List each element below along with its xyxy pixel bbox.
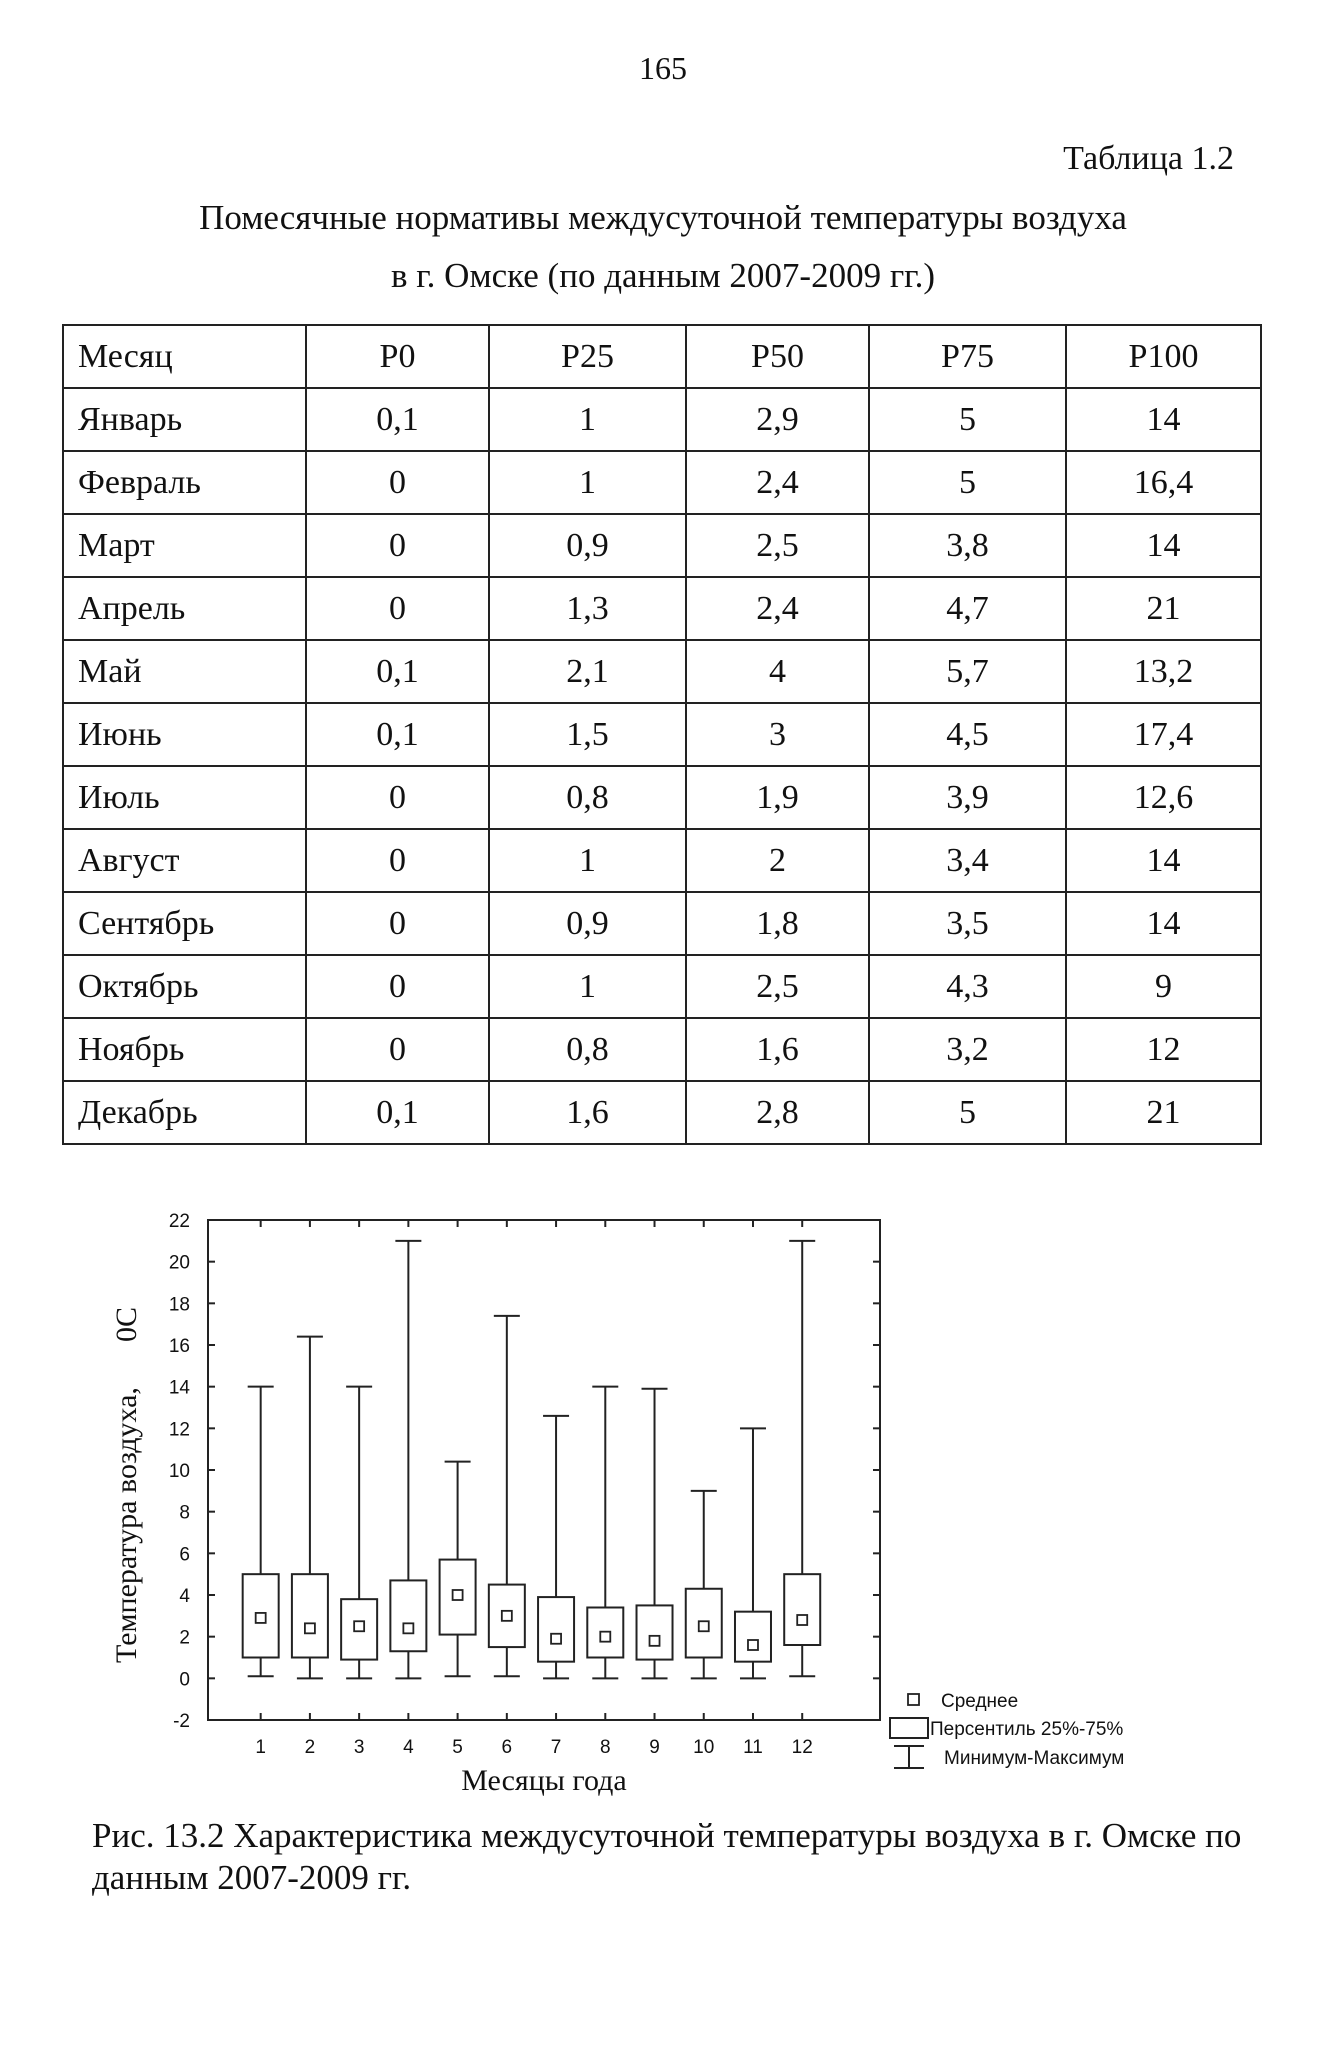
legend-box-label: Персентиль 25%-75% — [930, 1719, 1124, 1740]
table-cell-month: Октябрь — [63, 955, 306, 1018]
table-cell-month: Апрель — [63, 577, 306, 640]
table-subtitle: в г. Омске (по данным 2007-2009 гг.) — [391, 256, 935, 295]
table-cell-value: 1,6 — [489, 1081, 686, 1144]
x-tick-label: 2 — [304, 1737, 316, 1758]
median-marker — [551, 1634, 561, 1644]
table-cell-value: 0 — [306, 514, 489, 577]
table-cell-value: 14 — [1066, 514, 1261, 577]
table-cell-month: Февраль — [63, 451, 306, 514]
table-title: Помесячные нормативы междусуточной температуры воздуха — [199, 198, 1127, 237]
legend-median-label: Среднее — [941, 1691, 1019, 1712]
table-header-р0: Р0 — [306, 325, 489, 388]
table-row — [63, 1018, 1261, 1081]
y-tick-label: 14 — [168, 1377, 190, 1399]
table-cell-value: 0 — [306, 766, 489, 829]
table-cell-value: 1 — [489, 829, 686, 892]
table-cell-month: Июль — [63, 766, 306, 829]
table-cell-value: 4,3 — [869, 955, 1066, 1018]
table-header-row — [63, 325, 1261, 388]
median-marker — [305, 1623, 315, 1633]
box-iqr — [637, 1605, 673, 1659]
table-cell-value: 9 — [1066, 955, 1261, 1018]
legend-box-icon — [890, 1718, 928, 1738]
page-number: 165 — [639, 50, 687, 86]
x-axis-label: Месяцы года — [461, 1764, 627, 1797]
table-row — [63, 829, 1261, 892]
table-header-р25: Р25 — [489, 325, 686, 388]
box-iqr — [390, 1580, 426, 1651]
table-label: Таблица 1.2 — [1063, 140, 1234, 177]
median-marker — [600, 1632, 610, 1642]
table-cell-month: Ноябрь — [63, 1018, 306, 1081]
y-tick-label: 0 — [179, 1669, 190, 1691]
table-cell-value: 1 — [489, 451, 686, 514]
table-cell-value: 1,3 — [489, 577, 686, 640]
x-tick-label: 3 — [353, 1737, 365, 1758]
y-tick-label: 6 — [179, 1544, 190, 1566]
y-tick-label: -2 — [173, 1711, 190, 1732]
table-header-р100: Р100 — [1066, 325, 1261, 388]
table-cell-month: Май — [63, 640, 306, 703]
x-tick-label: 11 — [743, 1737, 763, 1758]
table-cell-value: 12 — [1066, 1018, 1261, 1081]
table-cell-value: 0,1 — [306, 1081, 489, 1144]
y-tick-label: 10 — [168, 1461, 190, 1482]
y-tick-label: 12 — [168, 1419, 190, 1441]
x-tick-label: 6 — [501, 1737, 513, 1758]
x-tick-label: 10 — [693, 1737, 715, 1758]
table-cell-value: 3,2 — [869, 1018, 1066, 1081]
y-axis-unit: 0C — [110, 1306, 143, 1342]
legend-whisker-label: Минимум-Максимум — [944, 1748, 1125, 1769]
table-cell-value: 5,7 — [869, 640, 1066, 703]
median-marker — [797, 1615, 807, 1625]
table-cell-value: 4,7 — [869, 577, 1066, 640]
x-tick-label: 9 — [649, 1737, 660, 1758]
table-cell-month: Январь — [63, 388, 306, 451]
median-marker — [699, 1621, 709, 1631]
table-cell-value: 2,4 — [686, 577, 869, 640]
table-cell-month: Сентябрь — [63, 892, 306, 955]
table-cell-value: 1,9 — [686, 766, 869, 829]
x-tick-label: 8 — [600, 1737, 611, 1758]
table-cell-value: 12,6 — [1066, 766, 1261, 829]
table-cell-value: 0 — [306, 892, 489, 955]
table-cell-value: 21 — [1066, 577, 1261, 640]
x-tick-label: 12 — [791, 1737, 813, 1758]
x-tick-label: 7 — [550, 1737, 562, 1758]
x-tick-label: 4 — [403, 1737, 414, 1758]
median-marker — [354, 1621, 364, 1631]
table-cell-value: 0 — [306, 1018, 489, 1081]
median-marker — [453, 1590, 463, 1600]
y-tick-label: 18 — [168, 1294, 190, 1316]
table-cell-value: 14 — [1066, 892, 1261, 955]
table-cell-value: 0,8 — [489, 766, 686, 829]
table-cell-value: 2,9 — [686, 388, 869, 451]
table-cell-value: 0,9 — [489, 514, 686, 577]
y-axis-label: Температура воздуха, — [110, 1387, 143, 1663]
table-cell-value: 5 — [869, 1081, 1066, 1144]
table-cell-month: Март — [63, 514, 306, 577]
table-cell-value: 3,9 — [869, 766, 1066, 829]
table-row — [63, 703, 1261, 766]
table-cell-value: 0 — [306, 955, 489, 1018]
table-row — [63, 892, 1261, 955]
table-header-р75: Р75 — [869, 325, 1066, 388]
table-cell-value: 13,2 — [1066, 640, 1261, 703]
table-cell-value: 0,1 — [306, 388, 489, 451]
table-cell-value: 14 — [1066, 829, 1261, 892]
table-cell-value: 3,8 — [869, 514, 1066, 577]
table-cell-value: 0 — [306, 577, 489, 640]
x-tick-label: 5 — [452, 1737, 463, 1758]
box-iqr — [784, 1574, 820, 1645]
boxplot-chart — [0, 1190, 1326, 1810]
y-tick-label: 8 — [179, 1502, 190, 1524]
table-cell-value: 2,8 — [686, 1081, 869, 1144]
table-cell-value: 2,1 — [489, 640, 686, 703]
table-cell-value: 5 — [869, 451, 1066, 514]
table-cell-month: Июнь — [63, 703, 306, 766]
y-tick-label: 22 — [168, 1211, 190, 1232]
table-row — [63, 1081, 1261, 1144]
table-cell-value: 17,4 — [1066, 703, 1261, 766]
table-cell-value: 3 — [686, 703, 869, 766]
table-row — [63, 955, 1261, 1018]
table-cell-value: 4 — [686, 640, 869, 703]
table-row — [63, 577, 1261, 640]
table-row — [63, 514, 1261, 577]
box-iqr — [735, 1612, 771, 1662]
table-cell-value: 3,4 — [869, 829, 1066, 892]
table-row — [63, 766, 1261, 829]
table-cell-value: 1,5 — [489, 703, 686, 766]
table-row — [63, 640, 1261, 703]
table-row — [63, 388, 1261, 451]
table-cell-value: 5 — [869, 388, 1066, 451]
table-cell-month: Декабрь — [63, 1081, 306, 1144]
table-cell-value: 1 — [489, 955, 686, 1018]
table-cell-value: 16,4 — [1066, 451, 1261, 514]
box-iqr — [292, 1574, 328, 1657]
y-tick-label: 4 — [179, 1586, 190, 1607]
table-cell-value: 2 — [686, 829, 869, 892]
table-cell-value: 1 — [489, 388, 686, 451]
median-marker — [502, 1611, 512, 1621]
table-cell-value: 0,1 — [306, 640, 489, 703]
table-cell-value: 4,5 — [869, 703, 1066, 766]
data-table — [62, 324, 1262, 1145]
figure-caption: Рис. 13.2 Характеристика междусуточной температуры воздуха в г. Омске по данным 2007-2009 гг. — [92, 1816, 1242, 1897]
table-cell-month: Август — [63, 829, 306, 892]
table-cell-value: 0,1 — [306, 703, 489, 766]
table-cell-value: 1,6 — [686, 1018, 869, 1081]
median-marker — [403, 1623, 413, 1633]
table-cell-value: 2,5 — [686, 514, 869, 577]
table-cell-value: 3,5 — [869, 892, 1066, 955]
table-cell-value: 2,5 — [686, 955, 869, 1018]
table-cell-value: 14 — [1066, 388, 1261, 451]
table-cell-value: 0 — [306, 451, 489, 514]
table-header-р50: Р50 — [686, 325, 869, 388]
table-cell-value: 0,8 — [489, 1018, 686, 1081]
table-row — [63, 451, 1261, 514]
table-cell-value: 0 — [306, 829, 489, 892]
y-tick-label: 20 — [168, 1252, 190, 1274]
box-iqr — [538, 1597, 574, 1662]
median-marker — [650, 1636, 660, 1646]
x-tick-label: 1 — [255, 1737, 266, 1758]
median-marker — [748, 1640, 758, 1650]
table-header-month: Месяц — [63, 325, 306, 388]
table-cell-value: 21 — [1066, 1081, 1261, 1144]
table-cell-value: 2,4 — [686, 451, 869, 514]
y-tick-label: 2 — [179, 1627, 190, 1649]
y-tick-label: 16 — [168, 1336, 190, 1357]
table-cell-value: 0,9 — [489, 892, 686, 955]
median-marker — [256, 1613, 266, 1623]
table-cell-value: 1,8 — [686, 892, 869, 955]
legend-median-icon — [908, 1694, 919, 1705]
